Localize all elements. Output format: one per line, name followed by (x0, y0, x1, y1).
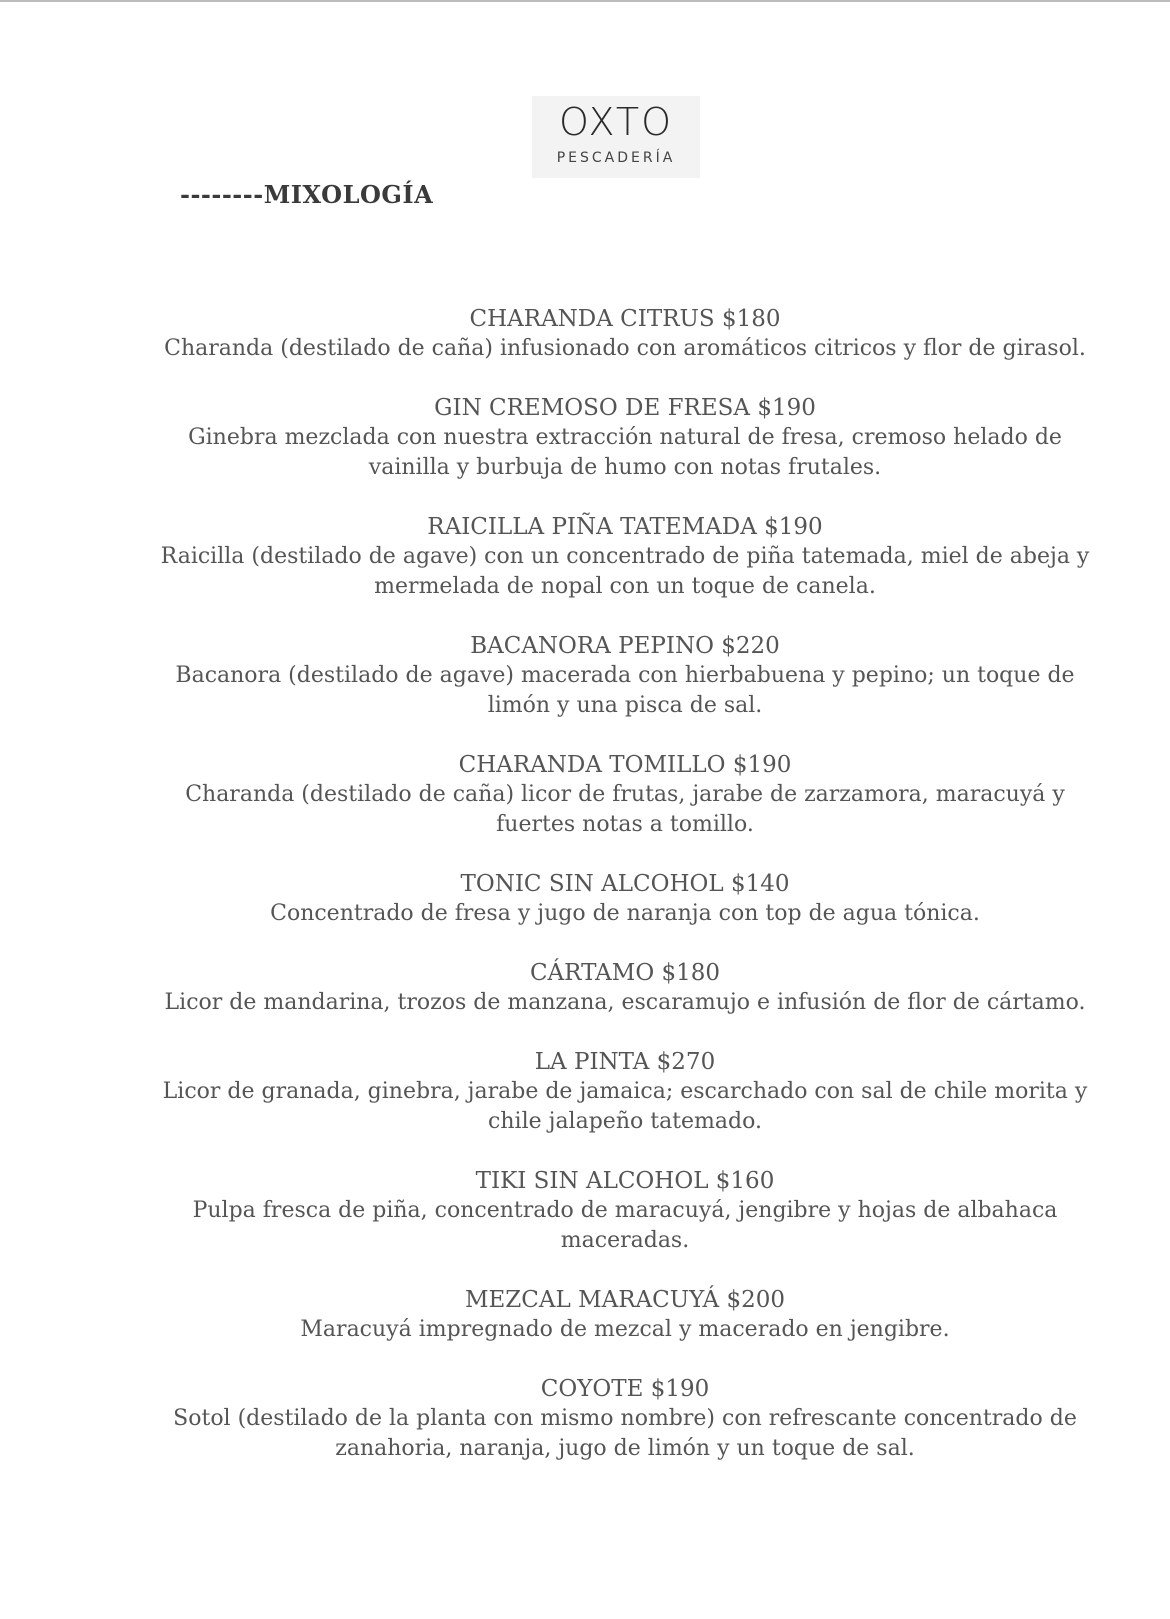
top-divider (0, 0, 1170, 2)
menu-item (160, 631, 1090, 721)
logo-subtitle: PESCADERÍA (556, 150, 676, 166)
menu-item (160, 869, 1090, 929)
item-description: Ginebra mezclada con nuestra extracción natural de fresa, cremoso helado de vainilla y burbuja de humo con notas frutales. (188, 425, 1062, 480)
menu-item (160, 958, 1090, 1018)
item-description: Sotol (destilado de la planta con mismo nombre) con refrescante concentrado de zanahoria, naranja, jugo de limón y un toque de sal. (173, 1406, 1077, 1461)
menu-item (160, 393, 1090, 483)
item-title: GIN CREMOSO DE FRESA $190 (434, 395, 816, 421)
item-description: Concentrado de fresa y jugo de naranja con top de agua tónica. (270, 901, 980, 926)
item-description: Bacanora (destilado de agave) macerada con hierbabuena y pepino; un toque de limón y una pisca de sal. (175, 663, 1075, 718)
item-description: Maracuyá impregnado de mezcal y macerado en jengibre. (300, 1317, 950, 1342)
item-title: MEZCAL MARACUYÁ $200 (464, 1287, 786, 1313)
item-title: COYOTE $190 (540, 1376, 710, 1402)
menu-item (160, 512, 1090, 602)
item-title: BACANORA PEPINO $220 (470, 633, 780, 659)
item-description: Charanda (destilado de caña) licor de frutas, jarabe de zarzamora, maracuyá y fuertes notas a tomillo. (185, 782, 1065, 837)
menu-item (160, 1047, 1090, 1137)
drinks-menu (160, 304, 1090, 1493)
item-title: TONIC SIN ALCOHOL $140 (460, 871, 790, 897)
item-description: Charanda (destilado de caña) infusionado con aromáticos citricos y flor de girasol. (164, 336, 1086, 361)
item-title: CHARANDA CITRUS $180 (469, 306, 781, 332)
item-title: RAICILLA PIÑA TATEMADA $190 (427, 514, 823, 540)
logo-wordmark: OXTO (559, 100, 673, 144)
item-title: TIKI SIN ALCOHOL $160 (475, 1168, 775, 1194)
item-description: Raicilla (destilado de agave) con un concentrado de piña tatemada, miel de abeja y mermelada de nopal con un toque de canela. (160, 544, 1090, 599)
item-description: Licor de granada, ginebra, jarabe de jamaica; escarchado con sal de chile morita y chile jalapeño tatemado. (162, 1079, 1088, 1134)
item-description: Pulpa fresca de piña, concentrado de maracuyá, jengibre y hojas de albahaca maceradas. (192, 1198, 1058, 1253)
section-title: --------MIXOLOGÍA (180, 180, 434, 209)
item-title: LA PINTA $270 (534, 1049, 716, 1075)
item-description: Licor de mandarina, trozos de manzana, escaramujo e infusión de flor de cártamo. (164, 990, 1086, 1015)
menu-item (160, 1374, 1090, 1464)
brand-logo (532, 96, 700, 178)
menu-item (160, 750, 1090, 840)
item-title: CHARANDA TOMILLO $190 (458, 752, 792, 778)
menu-item (160, 1166, 1090, 1256)
menu-item (160, 304, 1090, 364)
item-title: CÁRTAMO $180 (529, 960, 721, 986)
menu-item (160, 1285, 1090, 1345)
